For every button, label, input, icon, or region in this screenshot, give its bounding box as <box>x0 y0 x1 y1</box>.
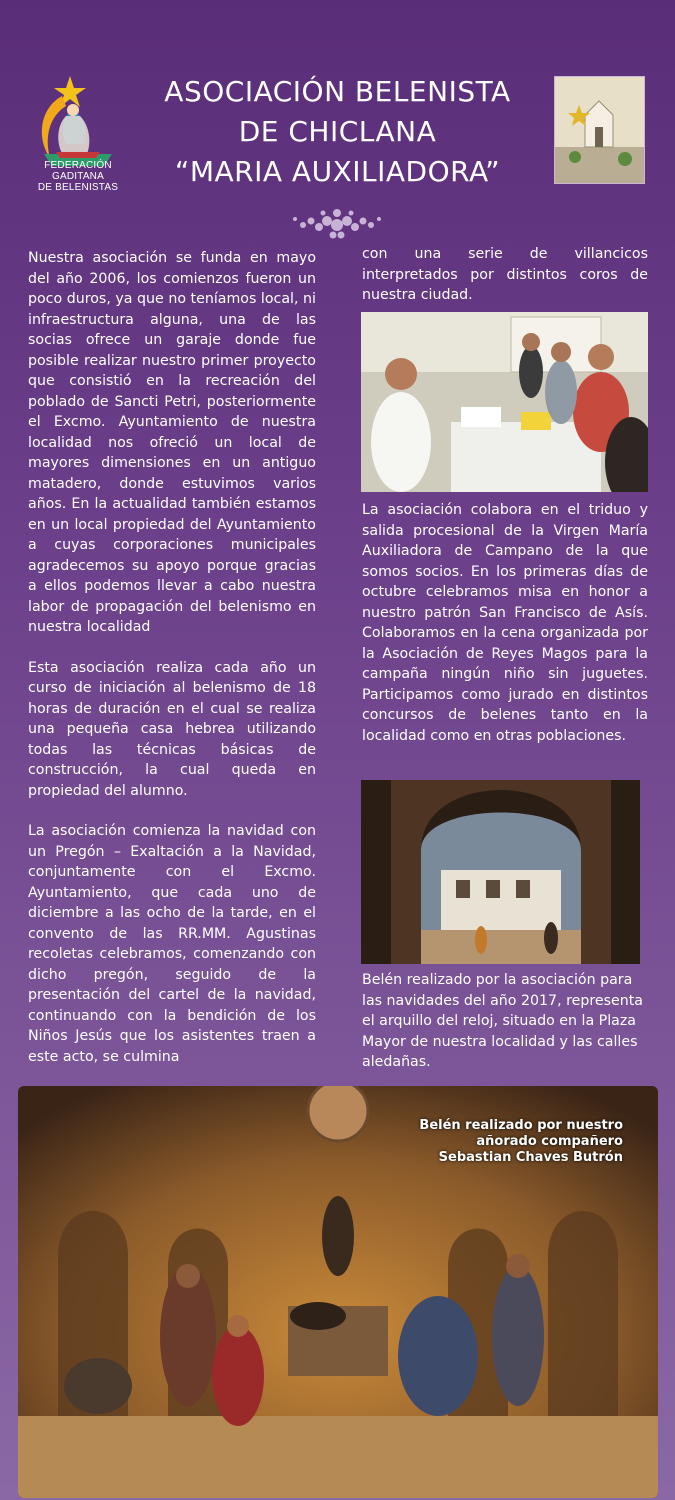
caption-line1: Belén realizado por nuestro <box>419 1118 623 1133</box>
title-line2: DE CHICLANA <box>238 115 437 148</box>
right-column-top <box>362 244 648 306</box>
left-column <box>28 248 316 1087</box>
association-emblem-image <box>554 76 645 184</box>
page-title <box>150 72 525 192</box>
floral-ornament-icon <box>289 203 385 247</box>
caption-line2: añorado compañero <box>476 1134 623 1149</box>
photo-workshop <box>361 312 648 492</box>
right-column-middle <box>362 500 648 746</box>
photo-arquillo-belen <box>361 780 640 964</box>
title-line3: “MARIA AUXILIADORA” <box>174 155 501 188</box>
paragraph-collaboration: La asociación colabora en el triduo y salida procesional de la Virgen María Auxiliadora de Campano de la que somos socios. En los primeras días de octubre celebramos misa en honor a nuestro patrón San Francisco de Asís. Colaboramos en la cena organizada por la Asociación de Reyes Magos para la campaña ningún niño sin juguetes. Participamos como jurado en distintos concursos de belenes tanto en la localidad como en otras poblaciones. <box>362 502 648 744</box>
paragraph-villancicos: con una serie de villancicos interpretados por distintos coros de nuestra ciudad. <box>362 246 648 303</box>
right-column-bottom <box>362 970 648 1073</box>
logo-caption-line2: DE BELENISTAS <box>37 182 119 193</box>
logo-caption <box>22 160 134 193</box>
logo-caption-line1: FEDERACIÓN GADITANA <box>44 160 112 182</box>
paragraph-course: Esta asociación realiza cada año un curso de iniciación al belenismo de 18 horas de duración en el cual se realiza una pequeña casa hebrea utilizando todas las técnicas básicas de construcción, la cual queda en propiedad del alumno. <box>28 659 316 799</box>
paragraph-christmas: La asociación comienza la navidad con un Pregón – Exaltación a la Navidad, conjuntamente con el Excmo. Ayuntamiento, que cada uno de diciembre a las ocho de la tarde, en el convento de las RR.MM. Agustinas recoletas celebramos, comenzando con dicho pregón, seguido de la presentación del cartel de la navidad, continuando con la bendición de los Niños Jesús que los asistentes traen a este acto, se culmina <box>28 823 316 1065</box>
caption-line3: Sebastian Chaves Butrón <box>438 1150 623 1165</box>
big-photo-caption <box>393 1118 623 1166</box>
header <box>0 0 675 250</box>
paragraph-belen-2017: Belén realizado por la asociación para las navidades del año 2017, representa el arquillo del reloj, situado en la Plaza Mayor de nuestra localidad y las calles aledañas. <box>362 972 643 1070</box>
paragraph-founding: Nuestra asociación se funda en mayo del año 2006, los comienzos fueron un poco duros, ya que no teníamos local, ni infraestructura alguna, una de las socias ofrece un garaje donde fue posible realizar nuestro primer proyecto que consistió en la recreación del poblado de Sancti Petri, posteriormente el Excmo. Ayuntamiento de nuestra localidad nos ofreció un local de mayores dimensiones en un antiguo matadero, donde estuvimos varios años. En la actualidad también estamos en un local propiedad del Ayuntamiento a cuyas corporaciones municipales agradecemos su apoyo porque gracias a ellos podemos llevar a cabo nuestra labor de propagación del belenismo en nuestra localidad <box>28 250 316 635</box>
title-line1: ASOCIACIÓN BELENISTA <box>164 75 511 108</box>
